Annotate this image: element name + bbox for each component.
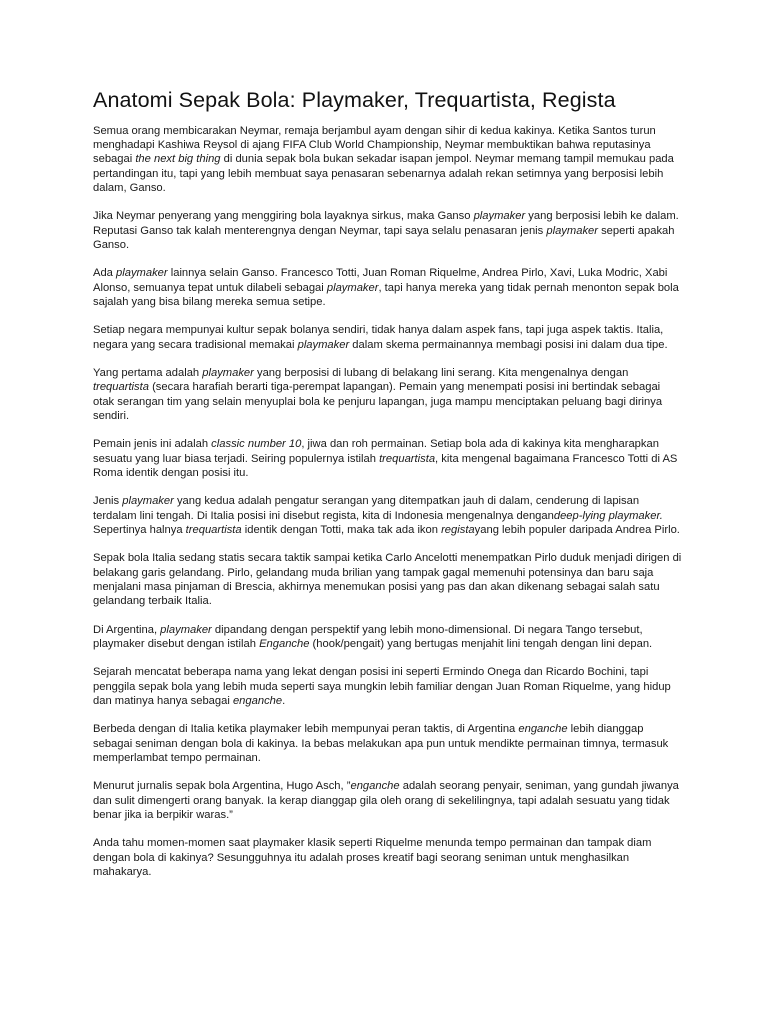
italic-text: Enganche <box>259 637 310 650</box>
paragraph <box>93 366 683 423</box>
text-run: Jika Neymar penyerang yang menggiring bola layaknya sirkus, maka Ganso <box>93 210 474 223</box>
text-run: . <box>282 694 286 707</box>
article-body <box>93 87 683 893</box>
text-run: Sepertinya halnya <box>93 523 186 536</box>
italic-text: enganche <box>518 723 568 736</box>
italic-text: playmaker <box>473 210 526 223</box>
italic-text: playmaker <box>116 267 168 280</box>
text-run: Pemain jenis ini adalah <box>93 438 212 451</box>
italic-text: trequartista <box>379 452 436 465</box>
text-run: , kita mengenal bagaimana Francesco Totti di AS Roma identik dengan posisi itu. <box>93 452 678 479</box>
paragraph <box>93 779 683 822</box>
text-run: lebih dianggap sebagai seniman dengan bola di kakinya. Ia bebas melakukan apa pun untuk mendikte permainan timnya, termasuk memperlambat tempo permainan. <box>93 723 669 764</box>
italic-text: enganche <box>232 694 283 707</box>
paragraph <box>93 623 683 651</box>
italic-text: classic number 10 <box>211 438 302 451</box>
text-run: , tapi hanya mereka yang tidak pernah menonton sepak bola sajalah yang bisa bilang mereka semua setipe. <box>93 281 679 308</box>
italic-text: playmaker <box>202 367 254 380</box>
text-run: Sepak bola Italia sedang statis secara taktik sampai ketika Carlo Ancelotti menempatkan Pirlo duduk menjadi dirigen di belakang garis gelandang. Pirlo, gelandang muda brilian yang tampak gagal memenuhi potensinya dan baru saja menjalani masa pinjaman di Brescia, akhirnya menemukan posisi yang pas dan akan dikenang sebagai salah satu gelandang terbaik Italia. <box>93 552 682 608</box>
paragraph <box>93 665 683 708</box>
italic-text: regista <box>441 523 475 536</box>
text-run: Jenis <box>93 495 123 508</box>
text-run: (secara harafiah berarti tiga-perempat lapangan). Pemain yang menempati posisi ini bertindak sebagai otak serangan tim yang selain menyuplai bola ke penjuru lapangan, juga mampu menciptakan peluang bagi dirinya sendiri. <box>93 381 663 422</box>
article-title: Anatomi Sepak Bola: Playmaker, Trequartista, Regista <box>93 88 616 112</box>
text-run: (hook/pengait) yang bertugas menjahit lini tengah dengan lini depan. <box>309 637 653 650</box>
text-run: yang berposisi di lubang di belakang lini serang. Kita mengenalnya dengan <box>253 367 629 380</box>
text-run: Ada <box>93 267 117 280</box>
text-run: Yang pertama adalah <box>93 367 203 380</box>
text-run: Setiap negara mempunyai kultur sepak bolanya sendiri, tidak hanya dalam aspek fans, tapi juga aspek taktis. Italia, negara yang secara tradisional memakai <box>93 324 664 351</box>
paragraph <box>93 836 683 879</box>
paragraph <box>93 551 683 608</box>
text-run: seperti apakah Ganso. <box>93 224 675 251</box>
text-run: Menurut jurnalis sepak bola Argentina, Hugo Asch, ” <box>93 780 351 793</box>
text-run: identik dengan Totti, maka tak ada ikon <box>241 523 442 536</box>
text-run: yang kedua adalah pengatur serangan yang ditempatkan jauh di dalam, cenderung di lapisan terdalam lini tengah. Di Italia posisi ini disebut regista, kita di Indonesia mengenalnya dengan <box>93 495 640 522</box>
paragraph <box>93 437 683 480</box>
italic-text: enganche <box>350 780 400 793</box>
article-paragraphs <box>93 124 683 879</box>
paragraph <box>93 722 683 765</box>
text-run: di dunia sepak bola bukan sekadar isapan jempol. Neymar memang tampil memukau pada pertandingan itu, tapi yang lebih membuat saya penasaran sebenarnya adalah rekan setimnya yang berposisi lebih dalam, Ganso. <box>93 153 674 194</box>
italic-text: playmaker <box>546 224 598 237</box>
text-run: Berbeda dengan di Italia ketika playmaker lebih mempunyai peran taktis, di Argentina <box>93 723 519 736</box>
text-run: dipandang dengan perspektif yang lebih mono-dimensional. Di negara Tango tersebut, playmaker disebut dengan istilah <box>93 623 643 650</box>
text-run: Di Argentina, <box>93 623 161 636</box>
italic-text: playmaker <box>160 623 212 636</box>
italic-text: playmaker <box>122 495 174 508</box>
paragraph <box>93 494 683 537</box>
text-run: Anda tahu momen-momen saat playmaker klasik seperti Riquelme menunda tempo permainan dan tampak diam dengan bola di kakinya? Sesungguhnya itu adalah proses kreatif bagi seorang seniman untuk menghasilkan mahakarya. <box>93 837 652 878</box>
text-run: Sejarah mencatat beberapa nama yang lekat dengan posisi ini seperti Ermindo Onega dan Ricardo Bochini, tapi penggila sepak bola yang lebih muda seperti saya mungkin lebih familiar dengan Juan Roman Riquelme, yang hidup dan matinya hanya sebagai <box>93 666 671 707</box>
italic-text: the next big thing <box>135 153 221 166</box>
text-run: adalah seorang penyair, seniman, yang gundah jiwanya dan sulit dimengerti orang banyak. Ia kerap dianggap gila oleh orang di sekelilingnya, tapi adalah sesuatu yang tidak benar jika ia berpikir waras.” <box>93 780 679 821</box>
text-run: yang berposisi lebih ke dalam. Reputasi Ganso tak kalah menterengnya dengan Neymar, tapi saya selalu penasaran jenis <box>93 210 679 237</box>
italic-text: trequartista <box>93 381 149 394</box>
italic-text: deep-lying playmaker. <box>553 509 663 522</box>
paragraph <box>93 323 683 351</box>
italic-text: playmaker <box>297 338 350 351</box>
text-run: Semua orang membicarakan Neymar, remaja berjambul ayam dengan sihir di kedua kakinya. Ketika Santos turun menghadapi Kashiwa Reysol di ajang FIFA Club World Championship, Neymar membuktikan bahwa reputasinya sebagai <box>93 125 656 166</box>
text-run: lainnya selain Ganso. Francesco Totti, Juan Roman Riquelme, Andrea Pirlo, Xavi, Luka Modric, Xabi Alonso, semuanya tepat untuk dilabeli sebagai <box>93 267 668 294</box>
italic-text: trequartista <box>185 523 242 536</box>
paragraph <box>93 124 683 195</box>
paragraph <box>93 266 683 309</box>
text-run: , jiwa dan roh permainan. Setiap bola ada di kakinya kita mengharapkan sesuatu yang luar biasa terjadi. Seiring populernya istilah <box>93 438 659 465</box>
text-run: dalam skema permainannya membagi posisi ini dalam dua tipe. <box>349 338 668 351</box>
text-run: yang lebih populer daripada Andrea Pirlo. <box>474 523 680 536</box>
italic-text: playmaker <box>326 281 379 294</box>
paragraph <box>93 209 683 252</box>
